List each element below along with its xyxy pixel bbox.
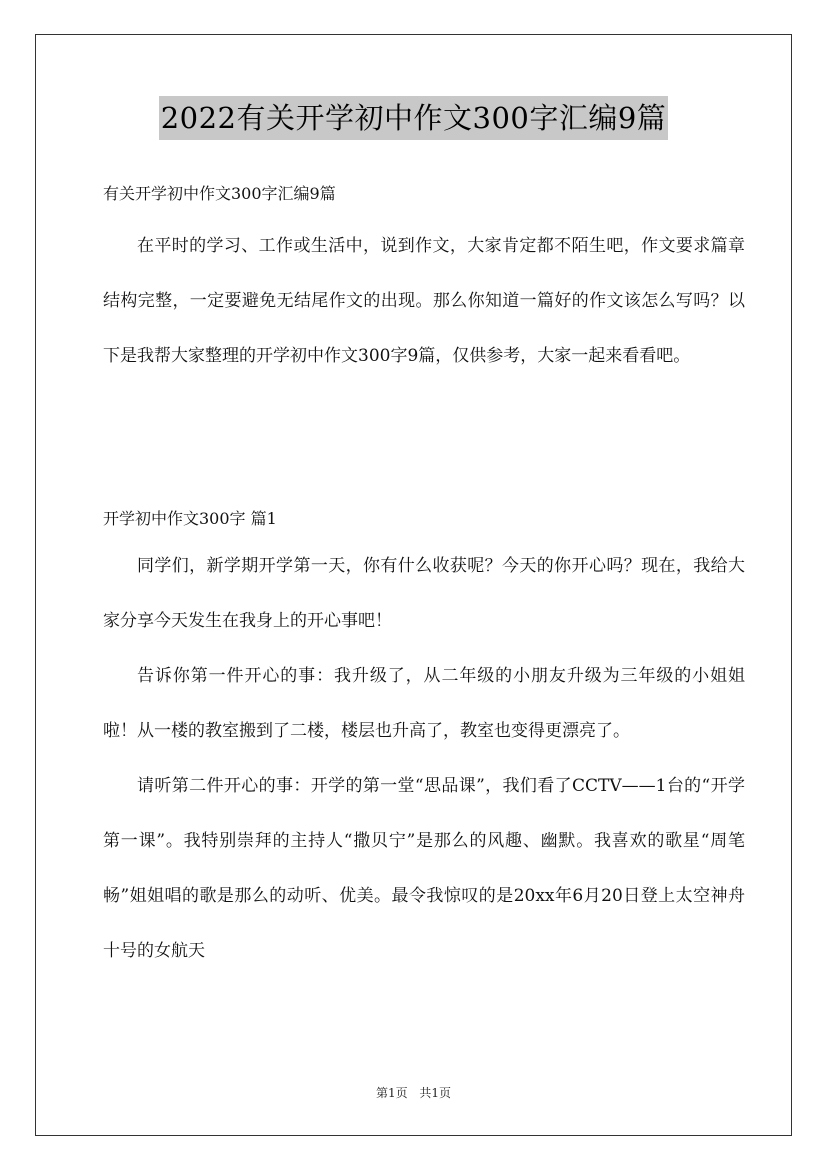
page-number-current: 第1页 <box>375 1086 408 1100</box>
document-subtitle: 有关开学初中作文300字汇编9篇 <box>103 184 336 203</box>
article-paragraph-2: 告诉你第一件开心的事：我升级了，从二年级的小朋友升级为三年级的小姐姐啦！从一楼的教室搬到了二楼，楼层也升高了，教室也变得更漂亮了。 <box>103 666 745 741</box>
article-paragraph-1: 同学们，新学期开学第一天，你有什么收获呢？今天的你开心吗？现在，我给大家分享今天发生在我身上的开心事吧！ <box>103 556 745 631</box>
intro-section <box>103 219 745 384</box>
document-title: 2022有关开学初中作文300字汇编9篇 <box>159 96 669 140</box>
intro-paragraph: 在平时的学习、工作或生活中，说到作文，大家肯定都不陌生吧，作文要求篇章结构完整，一定要避免无结尾作文的出现。那么你知道一篇好的作文该怎么写吗？以下是我帮大家整理的开学初中作文300字9篇，仅供参考，大家一起来看看吧。 <box>103 236 745 366</box>
page-footer <box>0 1084 827 1101</box>
title-container <box>0 96 827 140</box>
page-number-total: 共1页 <box>419 1086 452 1100</box>
section-heading: 开学初中作文300字 篇1 <box>103 509 277 528</box>
article-body <box>103 539 745 979</box>
article-paragraph-3: 请听第二件开心的事：开学的第一堂“思品课”，我们看了CCTV——1台的“开学第一课”。我特别崇拜的主持人“撒贝宁”是那么的风趣、幽默。我喜欢的歌星“周笔畅”姐姐唱的歌是那么的动听、优美。最令我惊叹的是20xx年6月20日登上太空神舟十号的女航天 <box>103 776 745 961</box>
